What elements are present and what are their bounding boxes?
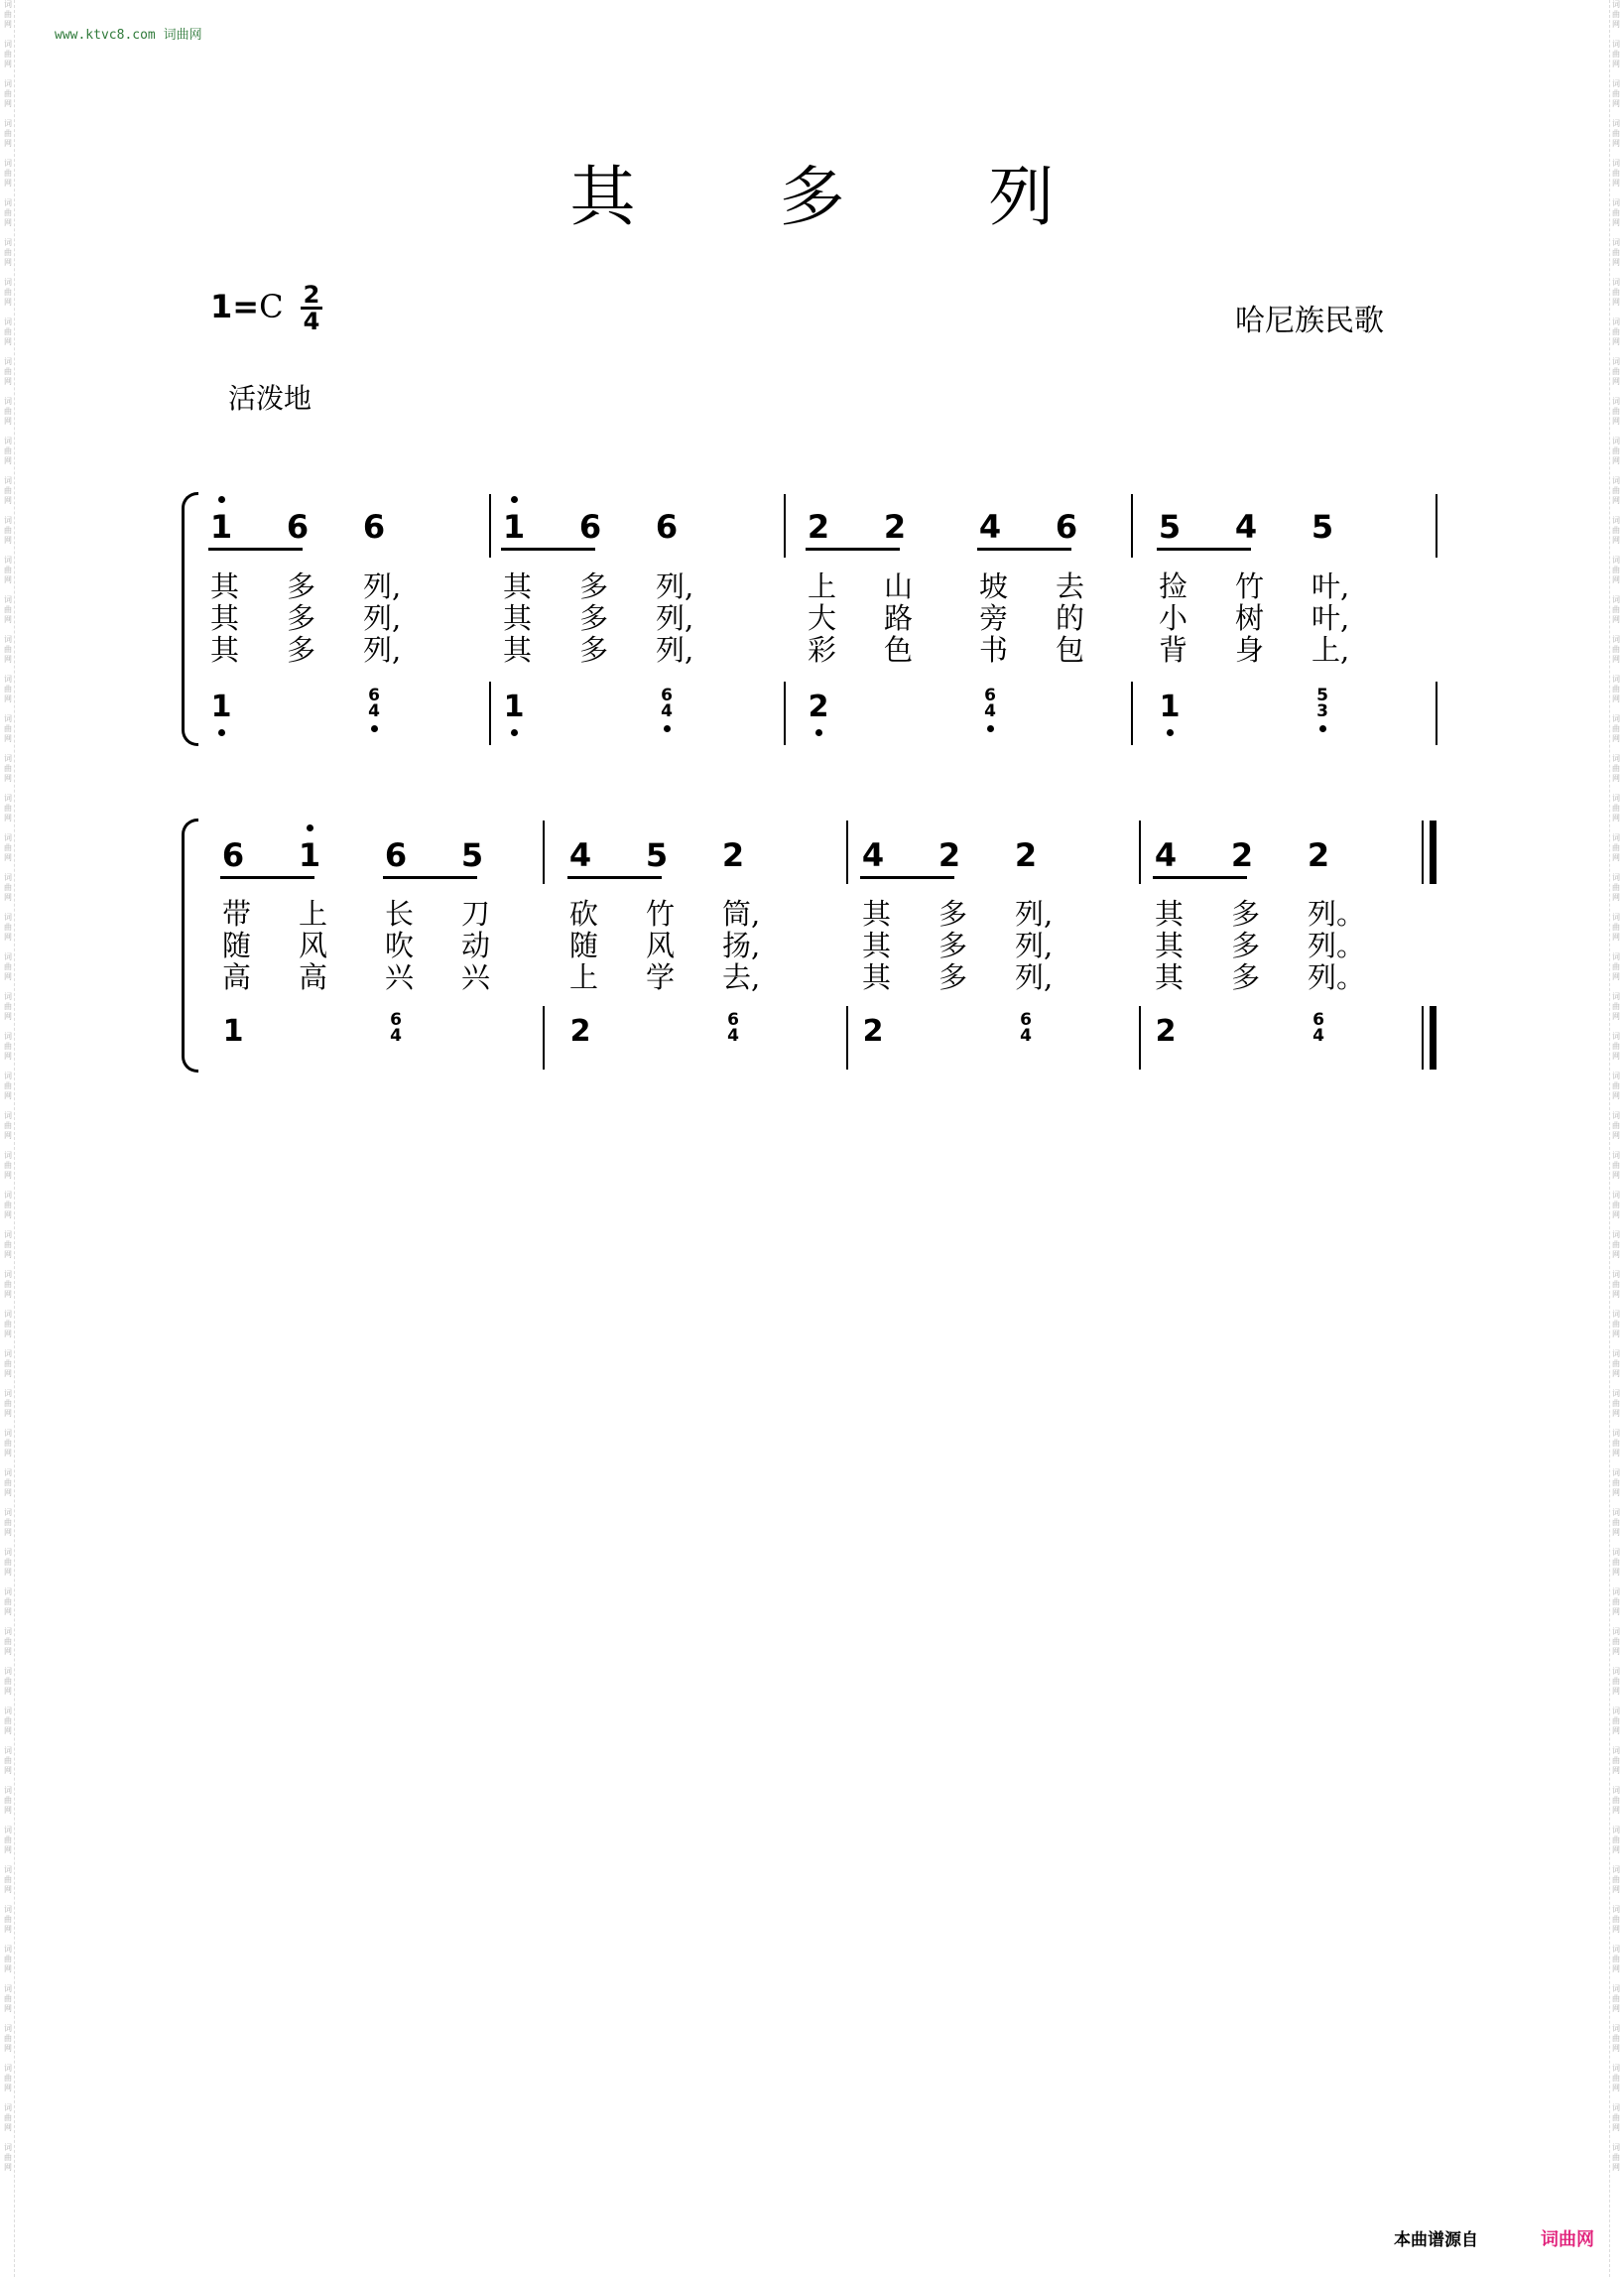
system1-lyric: 旁: [979, 601, 1009, 635]
system1-barline: [1131, 682, 1133, 745]
system1-bass-chord-top: 6: [368, 686, 380, 705]
system2-lyric: 高: [222, 960, 252, 994]
system1-lyric: 大: [808, 601, 837, 635]
system1-beam: [806, 548, 900, 551]
system1-low-octave-dot: [1319, 725, 1326, 732]
system1-lyric: 多: [287, 569, 316, 603]
side-watermark-right: 词 曲 网 词 曲 网 词 曲 网 词 曲 网 词 曲 网 词 曲 网 词 曲 网 词 曲 网 词 曲 网 词 曲 网 词 曲 网 词 曲 网 词 曲 网 词 曲 网 词 曲 网 词 曲 网 词 曲 网 词 曲 网 词 曲 网 词 曲 网 词 曲 网 词 曲 网 词 曲 网 词 曲 网 词 曲 网 词 曲 网 词 曲 网 词 曲 网 词 曲 网 词 曲 网 词 曲 网 词 曲 网 词 曲 网 词 曲 网 词 曲 网 词 曲 网 词 曲 网 词 曲 网 词 曲 网 词 曲 网 词 曲 网 词 曲 网 词 曲 网 词 曲 网 词 曲 网 词 曲 网 词 曲 网 词 曲 网 词 曲 网 词 曲 网 词 曲 网 词 曲 网 词 曲 网 词 曲 网 词 曲 网: [1609, 0, 1622, 2277]
system1-melody-note: 1: [502, 508, 526, 546]
system2-melody-note: 4: [1154, 836, 1178, 874]
system2-beam: [383, 876, 477, 879]
system2-lyric: 风: [646, 929, 676, 962]
system1-lyric: 其: [210, 633, 240, 667]
system1-bass-note: 1: [1159, 690, 1181, 724]
key-prefix: 1=: [210, 288, 260, 325]
system2-bass-note: 2: [1155, 1014, 1177, 1049]
key-letter: C: [259, 288, 284, 325]
system1-lyric: 其: [210, 601, 240, 635]
system2-lyric: 列,: [1015, 897, 1054, 931]
system1-barline: [489, 494, 491, 558]
system2-lyric: 多: [938, 929, 968, 962]
system2-lyric: 列,: [1015, 929, 1054, 962]
side-watermark-left: 词 曲 网 词 曲 网 词 曲 网 词 曲 网 词 曲 网 词 曲 网 词 曲 网 词 曲 网 词 曲 网 词 曲 网 词 曲 网 词 曲 网 词 曲 网 词 曲 网 词 曲 网 词 曲 网 词 曲 网 词 曲 网 词 曲 网 词 曲 网 词 曲 网 词 曲 网 词 曲 网 词 曲 网 词 曲 网 词 曲 网 词 曲 网 词 曲 网 词 曲 网 词 曲 网 词 曲 网 词 曲 网 词 曲 网 词 曲 网 词 曲 网 词 曲 网 词 曲 网 词 曲 网 词 曲 网 词 曲 网 词 曲 网 词 曲 网 词 曲 网 词 曲 网 词 曲 网 词 曲 网 词 曲 网 词 曲 网 词 曲 网 词 曲 网 词 曲 网 词 曲 网 词 曲 网 词 曲 网 词 曲 网: [2, 0, 15, 2277]
system1-lyric: 小: [1159, 601, 1188, 635]
system1-bass-note: 1: [210, 690, 232, 724]
system2-bass-chord-top: 6: [390, 1010, 402, 1030]
system1-melody-note: 6: [655, 508, 679, 546]
system1-lyric: 列,: [656, 633, 694, 667]
system2-lyric: 列。: [1308, 897, 1366, 931]
system2-melody-note: 2: [1307, 836, 1330, 874]
system2-lyric: 刀: [461, 897, 491, 931]
system1-melody-note: 6: [286, 508, 310, 546]
system1-lyric: 竹: [1235, 569, 1265, 603]
system2-lyric: 上: [569, 960, 599, 994]
system2-high-octave-dot: [307, 824, 313, 831]
system1-lyric: 身: [1235, 633, 1265, 667]
time-sig-bottom: 4: [303, 308, 320, 335]
system2-lyric: 随: [569, 929, 599, 962]
system2-melody-note: 6: [384, 836, 408, 874]
system2-lyric: 多: [1231, 960, 1261, 994]
system1-beam: [1157, 548, 1251, 551]
system1-barline: [1436, 494, 1437, 558]
system2-lyric: 吹: [385, 929, 415, 962]
system1-lyric: 书: [979, 633, 1009, 667]
system1-lyric: 列,: [656, 601, 694, 635]
system2-barline: [543, 1006, 545, 1070]
system2-bass-chord-bottom: 4: [390, 1026, 402, 1046]
system2-lyric: 砍: [569, 897, 599, 931]
system2-lyric: 带: [222, 897, 252, 931]
system1-lyric: 坡: [979, 569, 1009, 603]
system1-lyric: 多: [579, 633, 609, 667]
system2-lyric: 其: [862, 897, 892, 931]
system2-bass-note: 2: [862, 1014, 884, 1049]
system1-lyric: 其: [503, 569, 533, 603]
system1-bass-chord-bottom: 4: [661, 701, 673, 721]
system2-melody-note: 5: [460, 836, 484, 874]
system2-lyric: 竹: [646, 897, 676, 931]
system1-barline: [784, 682, 786, 745]
system2-bass-chord-bottom: 4: [1312, 1026, 1324, 1046]
system1-melody-note: 4: [1234, 508, 1258, 546]
system1-lyric: 其: [503, 633, 533, 667]
system1-lyric: 的: [1056, 601, 1085, 635]
system2-final-barline: [1430, 1006, 1437, 1070]
system2-bass-chord-bottom: 4: [727, 1026, 739, 1046]
system1-lyric: 山: [884, 569, 914, 603]
system1-lyric: 彩: [808, 633, 837, 667]
time-signature: [300, 283, 323, 333]
system1-melody-note: 4: [978, 508, 1002, 546]
system2-lyric: 上: [299, 897, 328, 931]
footer-site-link[interactable]: 词曲网: [1541, 2229, 1594, 2250]
system2-final-thin-barline: [1422, 821, 1424, 884]
system2-bass-note: 2: [569, 1014, 591, 1049]
system2-melody-note: 6: [221, 836, 245, 874]
system2-lyric: 随: [222, 929, 252, 962]
system1-lyric: 列,: [363, 601, 402, 635]
system1-lyric: 多: [579, 601, 609, 635]
system2-bass-chord-bottom: 4: [1020, 1026, 1032, 1046]
system2-lyric: 筒,: [722, 897, 761, 931]
system1-lyric: 多: [579, 569, 609, 603]
system1-lyric: 其: [503, 601, 533, 635]
system1-low-octave-dot: [511, 729, 518, 736]
system1-bass-note: 1: [503, 690, 525, 724]
tempo-marking: 活泼地: [228, 382, 312, 415]
key-signature: [210, 288, 284, 325]
system1-bass-chord-top: 6: [661, 686, 673, 705]
system2-bass-chord-top: 6: [1312, 1010, 1324, 1030]
system2-lyric: 多: [1231, 929, 1261, 962]
system2-melody-note: 5: [645, 836, 669, 874]
system1-melody-note: 2: [807, 508, 830, 546]
system1-lyric: 上: [808, 569, 837, 603]
system1-lyric: 列,: [656, 569, 694, 603]
site-name: 词曲网: [163, 28, 202, 43]
system1-low-octave-dot: [371, 725, 378, 732]
system2-lyric: 多: [1231, 897, 1261, 931]
footer-source: 本曲谱源自: [1394, 2230, 1478, 2250]
system1-bass-chord-bottom: 3: [1316, 701, 1328, 721]
system2-bass-chord-top: 6: [727, 1010, 739, 1030]
system2-melody-note: 1: [298, 836, 321, 874]
system2-bass-note: 1: [222, 1014, 244, 1049]
system1-barline: [1131, 494, 1133, 558]
system1-lyric: 背: [1159, 633, 1188, 667]
system1-beam: [208, 548, 303, 551]
system1-beam: [977, 548, 1071, 551]
system1-barline: [784, 494, 786, 558]
system1-low-octave-dot: [664, 725, 671, 732]
system1-lyric: 色: [884, 633, 914, 667]
system2-melody-note: 4: [568, 836, 592, 874]
system1-lyric: 包: [1056, 633, 1085, 667]
system1-high-octave-dot: [511, 496, 518, 503]
system2-lyric: 其: [862, 960, 892, 994]
system1-lyric: 列,: [363, 633, 402, 667]
system2-lyric: 多: [938, 960, 968, 994]
system2-bass-chord-top: 6: [1020, 1010, 1032, 1030]
system1-melody-note: 6: [1055, 508, 1078, 546]
system2-beam: [1153, 876, 1247, 879]
system2-brace: [182, 819, 198, 1073]
system1-low-octave-dot: [815, 729, 822, 736]
system2-beam: [567, 876, 662, 879]
system1-lyric: 列,: [363, 569, 402, 603]
system2-melody-note: 2: [721, 836, 745, 874]
system1-lyric: 多: [287, 601, 316, 635]
system2-barline: [846, 1006, 848, 1070]
system1-lyric: 去: [1056, 569, 1085, 603]
system1-bass-note: 2: [808, 690, 829, 724]
system1-lyric: 叶,: [1312, 601, 1350, 635]
system2-lyric: 列,: [1015, 960, 1054, 994]
system1-low-octave-dot: [987, 725, 994, 732]
system2-lyric: 扬,: [722, 929, 761, 962]
system2-final-thin-barline: [1422, 1006, 1424, 1070]
system2-lyric: 其: [1155, 897, 1185, 931]
time-sig-top: 2: [303, 281, 320, 309]
system1-beam: [501, 548, 595, 551]
system2-barline: [1139, 821, 1141, 884]
system2-barline: [543, 821, 545, 884]
system2-lyric: 其: [1155, 929, 1185, 962]
system2-lyric: 多: [938, 897, 968, 931]
system2-lyric: 其: [862, 929, 892, 962]
system1-low-octave-dot: [218, 729, 225, 736]
system1-melody-note: 1: [209, 508, 233, 546]
system2-final-barline: [1430, 821, 1437, 884]
song-source: 哈尼族民歌: [1235, 304, 1384, 338]
system1-lyric: 上,: [1312, 633, 1350, 667]
system2-lyric: 高: [299, 960, 328, 994]
system2-melody-note: 2: [1230, 836, 1254, 874]
system2-lyric: 列。: [1308, 960, 1366, 994]
system2-lyric: 兴: [461, 960, 491, 994]
system1-melody-note: 5: [1158, 508, 1182, 546]
system2-beam: [220, 876, 314, 879]
system2-lyric: 去,: [722, 960, 761, 994]
system1-bass-chord-bottom: 4: [368, 701, 380, 721]
system2-lyric: 兴: [385, 960, 415, 994]
system2-lyric: 列。: [1308, 929, 1366, 962]
system1-melody-note: 5: [1311, 508, 1334, 546]
site-url-text[interactable]: www.ktvc8.com: [55, 28, 156, 43]
system2-melody-note: 4: [861, 836, 885, 874]
system2-barline: [1139, 1006, 1141, 1070]
system2-barline: [846, 821, 848, 884]
system1-lyric: 多: [287, 633, 316, 667]
system1-lyric: 其: [210, 569, 240, 603]
song-title: 其 多 列: [569, 159, 1116, 235]
system2-melody-note: 2: [937, 836, 961, 874]
system1-bass-chord-bottom: 4: [984, 701, 996, 721]
system1-barline: [1436, 682, 1437, 745]
system1-lyric: 捡: [1159, 569, 1188, 603]
system1-lyric: 叶,: [1312, 569, 1350, 603]
system2-melody-note: 2: [1014, 836, 1038, 874]
system2-lyric: 长: [385, 897, 415, 931]
system2-lyric: 动: [461, 929, 491, 962]
system1-high-octave-dot: [218, 496, 225, 503]
system2-lyric: 风: [299, 929, 328, 962]
system2-lyric: 其: [1155, 960, 1185, 994]
system1-melody-note: 6: [362, 508, 386, 546]
system1-barline: [489, 682, 491, 745]
system1-low-octave-dot: [1167, 729, 1174, 736]
system1-melody-note: 2: [883, 508, 907, 546]
system2-lyric: 学: [646, 960, 676, 994]
system1-lyric: 树: [1235, 601, 1265, 635]
system1-bass-chord-top: 5: [1316, 686, 1328, 705]
system2-beam: [860, 876, 954, 879]
system1-melody-note: 6: [578, 508, 602, 546]
system1-lyric: 路: [884, 601, 914, 635]
system1-bass-chord-top: 6: [984, 686, 996, 705]
system1-brace: [182, 492, 198, 746]
site-url[interactable]: [55, 24, 202, 43]
